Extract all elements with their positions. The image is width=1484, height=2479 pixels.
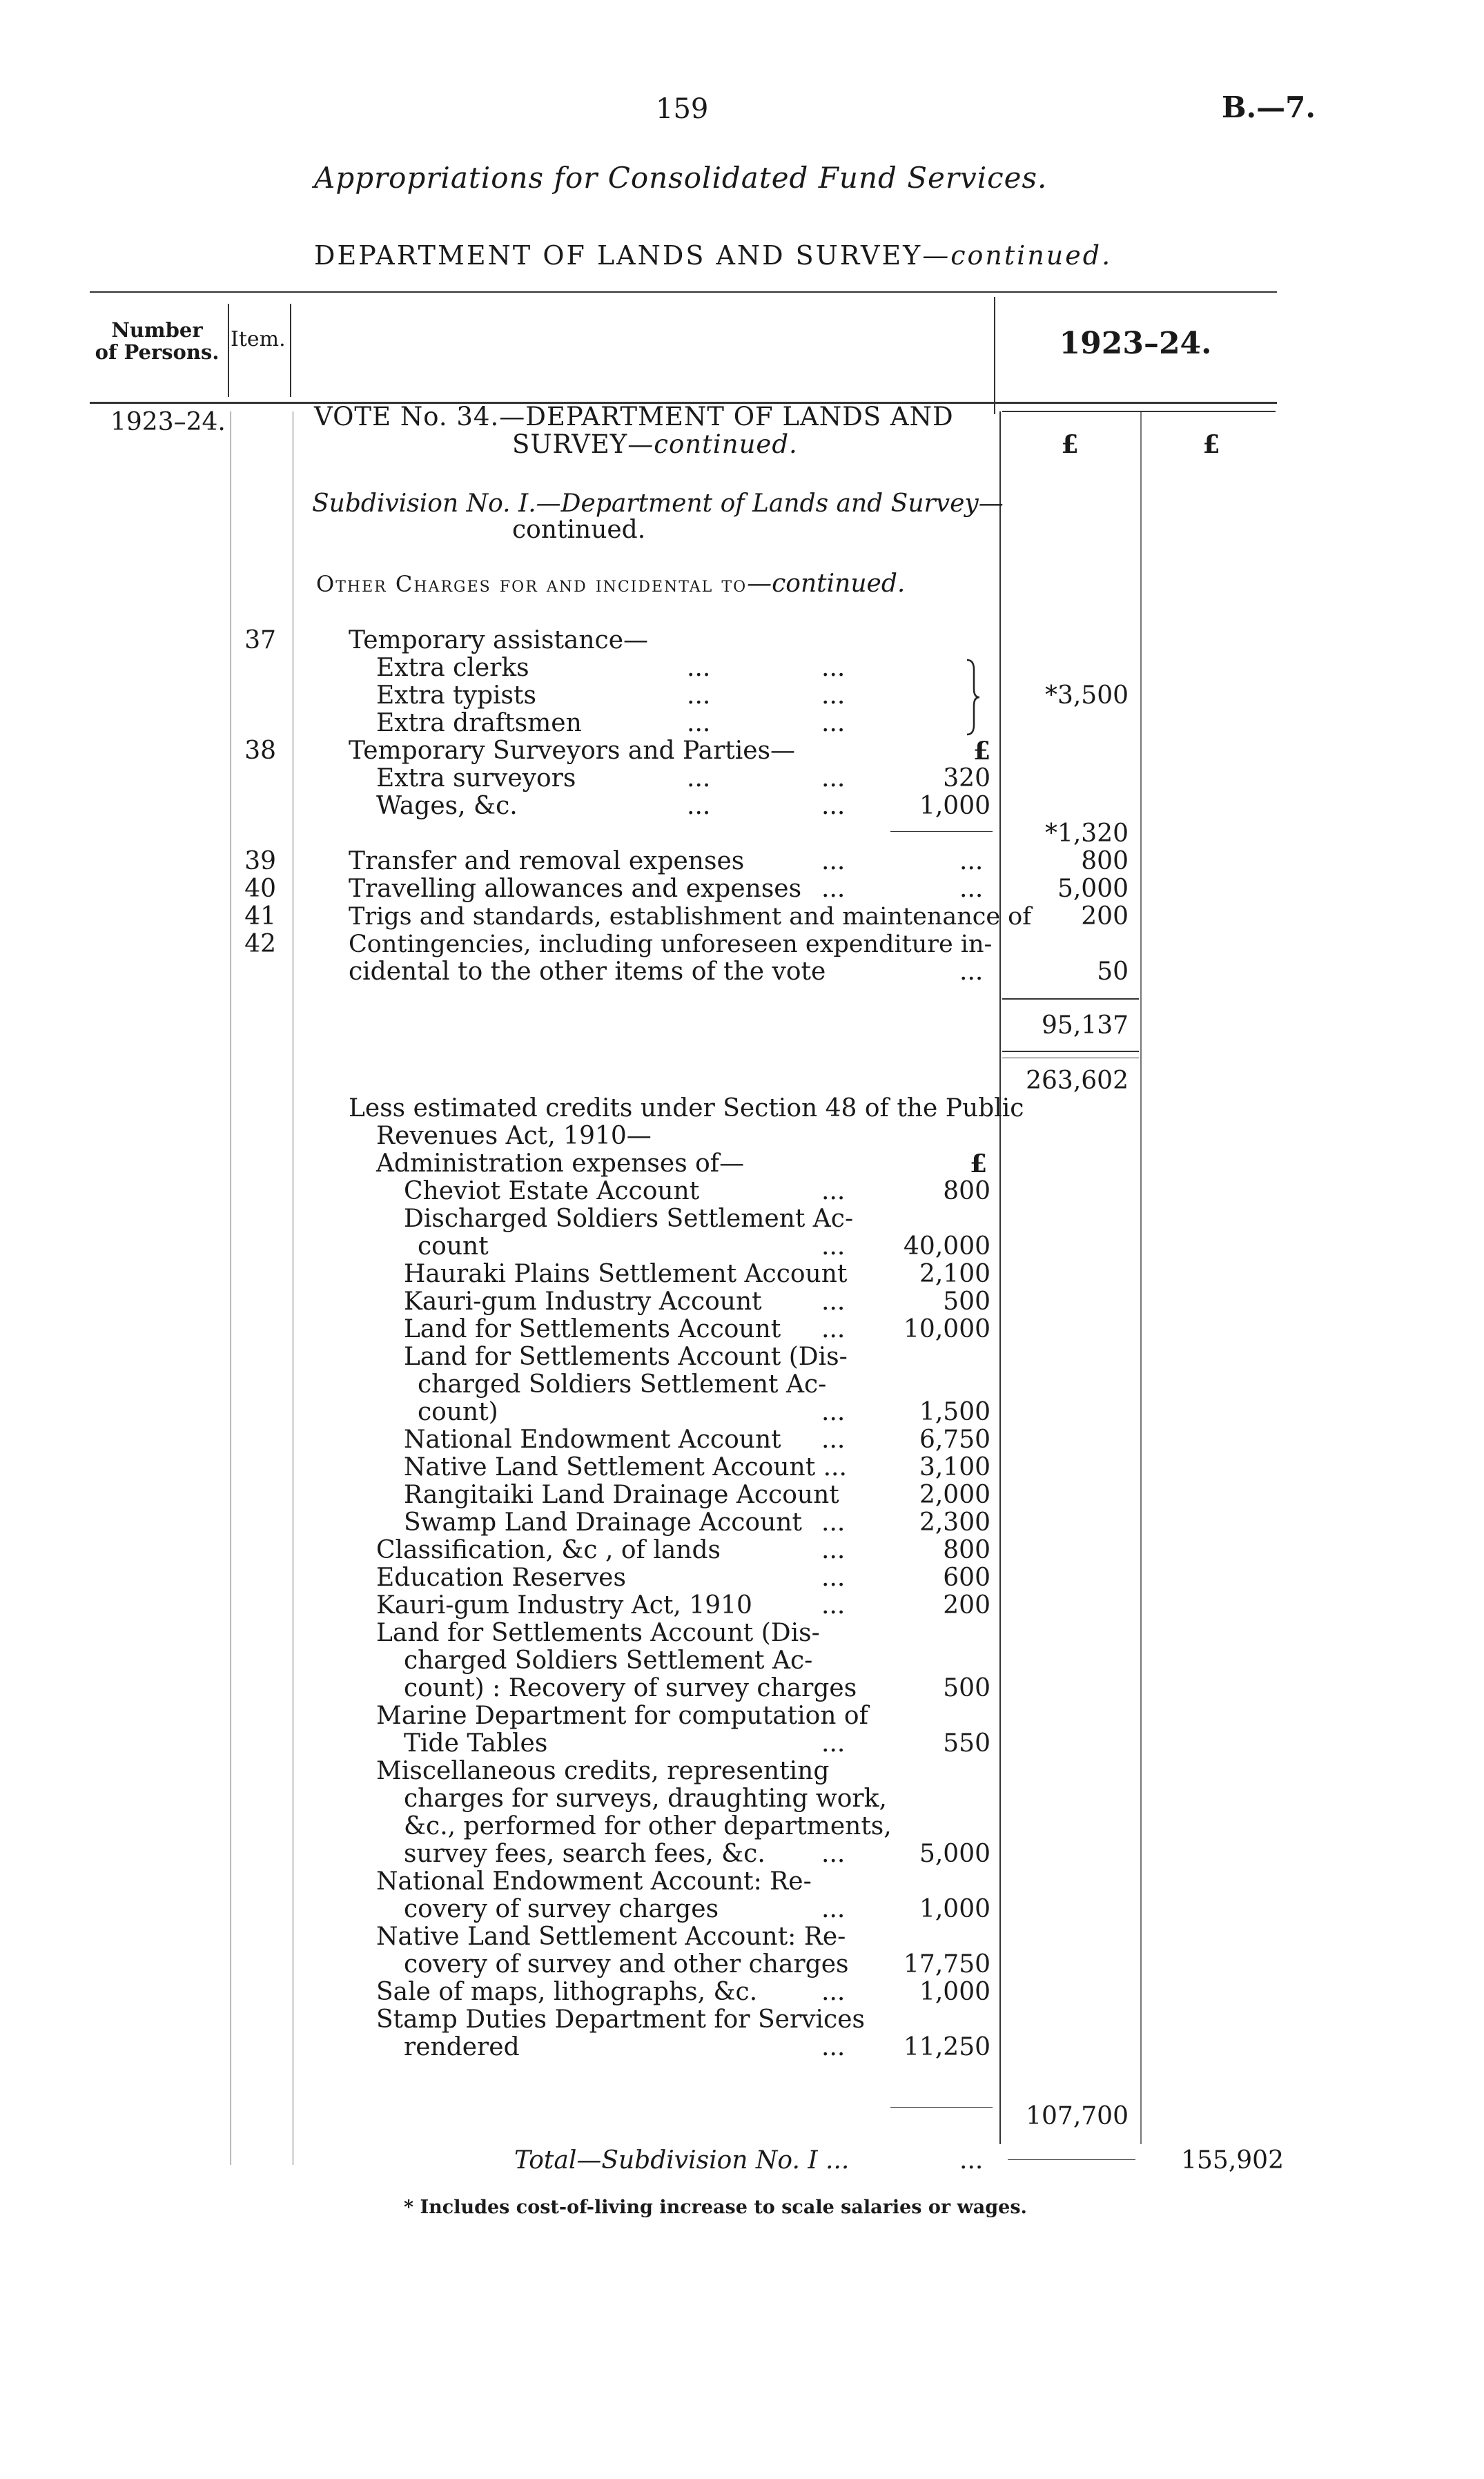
credit-label: Marine Department for computation of <box>376 1702 868 1730</box>
leader-dots: ... <box>821 1978 846 2006</box>
vote-continued: —continued. <box>627 429 798 459</box>
year-rule <box>1002 411 1276 412</box>
leader-dots: ... <box>687 764 711 793</box>
leader-dots: ... <box>821 1536 846 1564</box>
credit-amount: 2,000 <box>919 1481 990 1509</box>
item-number: 40 <box>244 875 276 903</box>
leader-dots: ... <box>821 1508 846 1537</box>
credits-total: 107,700 <box>1026 2102 1129 2130</box>
credit-label: rendered <box>404 2033 520 2061</box>
amount-surveyors: *1,320 <box>1044 819 1129 848</box>
leader-dots: ... <box>821 709 846 737</box>
item-label: Transfer and removal expenses <box>349 847 745 875</box>
credit-amount: 3,100 <box>919 1453 990 1481</box>
credit-label: Native Land Settlement Account ... <box>404 1453 847 1481</box>
extra-clerks: Extra clerks <box>376 654 529 682</box>
credit-label: Classification, &c , of lands <box>376 1536 721 1564</box>
amount-item-39: 800 <box>1081 847 1129 875</box>
subtotal-rule <box>1002 1051 1139 1052</box>
other-charges-label: Other Charges for and incidental to <box>316 571 748 597</box>
persons-year: 1923–24. <box>110 408 226 436</box>
department-continued: —continued. <box>922 240 1113 271</box>
item-label: Travelling allowances and expenses <box>349 875 802 903</box>
credit-label: Kauri-gum Industry Act, 1910 <box>376 1591 752 1620</box>
credit-label: Discharged Soldiers Settlement Ac- <box>404 1205 854 1233</box>
persons-header-line: Number <box>111 318 203 342</box>
credit-label: National Endowment Account: Re- <box>376 1867 812 1896</box>
leader-dots: ... <box>821 1840 846 1868</box>
subtotal-rule <box>890 2107 993 2108</box>
item-number: 41 <box>244 902 276 931</box>
credit-label: Miscellaneous credits, representing <box>376 1757 830 1785</box>
amount-item-41: 200 <box>1081 902 1129 931</box>
footnote: * Includes cost-of-living increase to scale salaries or wages. <box>404 2197 1027 2218</box>
extra-surveyors: Extra surveyors <box>376 764 576 793</box>
pound-sign: £ <box>969 1149 987 1178</box>
year-header: 1923–24. <box>1059 326 1212 361</box>
credit-label: Cheviot Estate Account <box>404 1177 700 1205</box>
credit-label: charges for surveys, draughting work, <box>404 1785 887 1813</box>
leader-dots: ... <box>687 792 711 820</box>
credit-amount: 600 <box>943 1564 990 1592</box>
leader-dots: ... <box>821 1895 846 1923</box>
col-divider <box>1140 411 1142 2144</box>
credit-label: count) <box>418 1398 498 1426</box>
leader-dots: ... <box>821 1426 846 1454</box>
leader-dots: ... <box>821 764 846 793</box>
leader-dots: ... <box>821 792 846 820</box>
credit-label: charged Soldiers Settlement Ac- <box>404 1646 813 1675</box>
subdivision-continued: continued. <box>512 516 646 544</box>
leader-dots: ... <box>687 709 711 737</box>
credit-amount: 40,000 <box>904 1232 990 1261</box>
subtotal-rule <box>890 831 993 832</box>
leader-dots: ... <box>821 1591 846 1620</box>
vote-heading-cont <box>512 431 798 458</box>
leader-dots: ... <box>821 847 846 875</box>
subdivision-heading: Subdivision No. I.—Department of Lands and Survey— <box>312 489 1004 518</box>
credit-amount: 500 <box>943 1287 990 1316</box>
amount-item-40: 5,000 <box>1057 875 1129 903</box>
department-heading <box>314 242 1112 269</box>
credit-amount: 800 <box>943 1536 990 1564</box>
vote-heading: VOTE No. 34.—DEPARTMENT OF LANDS AND <box>314 402 954 431</box>
vote-survey: SURVEY <box>512 429 628 459</box>
leader-dots: ... <box>821 1287 846 1316</box>
credit-label: Native Land Settlement Account: Re- <box>376 1923 846 1951</box>
item-label: Temporary Surveyors and Parties— <box>349 737 796 765</box>
credit-label: Hauraki Plains Settlement Account <box>404 1260 848 1288</box>
amount-wages: 1,000 <box>919 792 990 820</box>
credit-amount: 1,500 <box>919 1398 990 1426</box>
credit-amount: 500 <box>943 1674 990 1702</box>
leader-dots: ... <box>821 1177 846 1205</box>
credit-label: Education Reserves <box>376 1564 626 1592</box>
leader-dots: ... <box>821 1398 846 1426</box>
col-divider <box>228 304 229 397</box>
pound-sign: £ <box>973 737 990 766</box>
credit-label: count <box>418 1232 489 1261</box>
leader-dots: ... <box>687 654 711 682</box>
credit-label: Swamp Land Drainage Account <box>404 1508 802 1537</box>
amount-item-42: 50 <box>1097 957 1129 986</box>
page-reference: B.—7. <box>1222 90 1316 124</box>
credit-amount: 2,100 <box>919 1260 990 1288</box>
credit-label: survey fees, search fees, &c. <box>404 1840 765 1868</box>
credit-label: count) : Recovery of survey charges <box>404 1674 857 1702</box>
top-rule <box>90 291 1277 293</box>
credit-label: Land for Settlements Account (Dis- <box>404 1343 848 1371</box>
item-number: 42 <box>244 930 276 958</box>
admin-expenses-heading: Administration expenses of— <box>376 1149 745 1178</box>
credit-label: &c., performed for other departments, <box>404 1812 892 1840</box>
credit-label: Tide Tables <box>404 1729 548 1758</box>
less-credits-heading: Less estimated credits under Section 48 of the Public <box>349 1094 1024 1122</box>
item-number: 38 <box>244 737 276 765</box>
leader-dots: ... <box>821 1232 846 1261</box>
less-credits-heading-cont: Revenues Act, 1910— <box>376 1122 652 1150</box>
item-label: Temporary assistance— <box>349 626 649 654</box>
credit-label: Sale of maps, lithographs, &c. <box>376 1978 758 2006</box>
credit-amount: 5,000 <box>919 1840 990 1868</box>
leader-dots: ... <box>959 2146 984 2175</box>
persons-header <box>90 319 224 363</box>
leader-dots: ... <box>821 1315 846 1343</box>
leader-dots: ... <box>821 2033 846 2061</box>
credit-amount: 200 <box>943 1591 990 1620</box>
other-charges-heading <box>316 570 905 598</box>
col-divider <box>999 411 1001 2144</box>
credit-amount: 17,750 <box>904 1950 990 1979</box>
credit-amount: 11,250 <box>904 2033 990 2061</box>
credit-label: Land for Settlements Account (Dis- <box>376 1619 820 1647</box>
credit-amount: 6,750 <box>919 1426 990 1454</box>
total-rule <box>1008 2159 1135 2160</box>
credit-amount: 2,300 <box>919 1508 990 1537</box>
item-number: 39 <box>244 847 276 875</box>
leader-dots: ... <box>821 654 846 682</box>
credit-label: Stamp Duties Department for Services <box>376 2005 865 2034</box>
credit-label: charged Soldiers Settlement Ac- <box>418 1370 827 1399</box>
leader-dots: ... <box>821 1729 846 1758</box>
leader-dots: ... <box>821 1564 846 1592</box>
credit-label: covery of survey and other charges <box>404 1950 849 1979</box>
total-gross: 263,602 <box>1026 1067 1129 1095</box>
credit-label: Rangitaiki Land Drainage Account <box>404 1481 839 1509</box>
col-divider <box>290 304 291 397</box>
leader-dots: ... <box>687 681 711 710</box>
leader-dots: ... <box>821 875 846 903</box>
credit-amount: 1,000 <box>919 1978 990 2006</box>
page-number: 159 <box>656 93 709 125</box>
leader-dots: ... <box>959 957 984 986</box>
total-label: Total—Subdivision No. I ... <box>514 2146 850 2175</box>
item-label: Contingencies, including unforeseen expenditure in- <box>349 931 993 958</box>
wages: Wages, &c. <box>376 792 518 820</box>
credit-label: covery of survey charges <box>404 1895 719 1923</box>
credit-amount: 800 <box>943 1177 990 1205</box>
leader-dots: ... <box>959 847 984 875</box>
persons-header-line: of Persons. <box>95 340 219 364</box>
leader-dots: ... <box>959 875 984 903</box>
credit-label: National Endowment Account <box>404 1426 781 1454</box>
pound-sign: £ <box>1061 430 1079 459</box>
page-title: Appropriations for Consolidated Fund Services. <box>314 161 1048 195</box>
col-divider <box>994 297 995 414</box>
credit-amount: 10,000 <box>904 1315 990 1343</box>
total-amount: 155,902 <box>1181 2146 1284 2175</box>
subtotal-rule <box>1002 998 1139 1000</box>
credit-label: Kauri-gum Industry Account <box>404 1287 762 1316</box>
extra-typists: Extra typists <box>376 681 536 710</box>
leader-dots: ... <box>821 681 846 710</box>
other-charges-continued: —continued. <box>747 570 906 598</box>
extra-draftsmen: Extra draftsmen <box>376 709 582 737</box>
credit-amount: 550 <box>943 1729 990 1758</box>
pound-sign: £ <box>1202 430 1220 459</box>
credit-label: Land for Settlements Account <box>404 1315 781 1343</box>
item-label-cont: cidental to the other items of the vote <box>349 957 826 986</box>
subtotal-other-charges: 95,137 <box>1042 1011 1129 1040</box>
credit-amount: 1,000 <box>919 1895 990 1923</box>
item-header: Item. <box>231 327 286 351</box>
item-number: 37 <box>244 626 276 654</box>
item-label: Trigs and standards, establishment and maintenance of <box>349 903 1032 931</box>
amount-temporary-assistance: *3,500 <box>1044 681 1129 710</box>
amount-extra-surveyors: 320 <box>943 764 990 793</box>
brace-icon <box>963 657 984 737</box>
department-name: DEPARTMENT OF LANDS AND SURVEY <box>314 240 923 271</box>
